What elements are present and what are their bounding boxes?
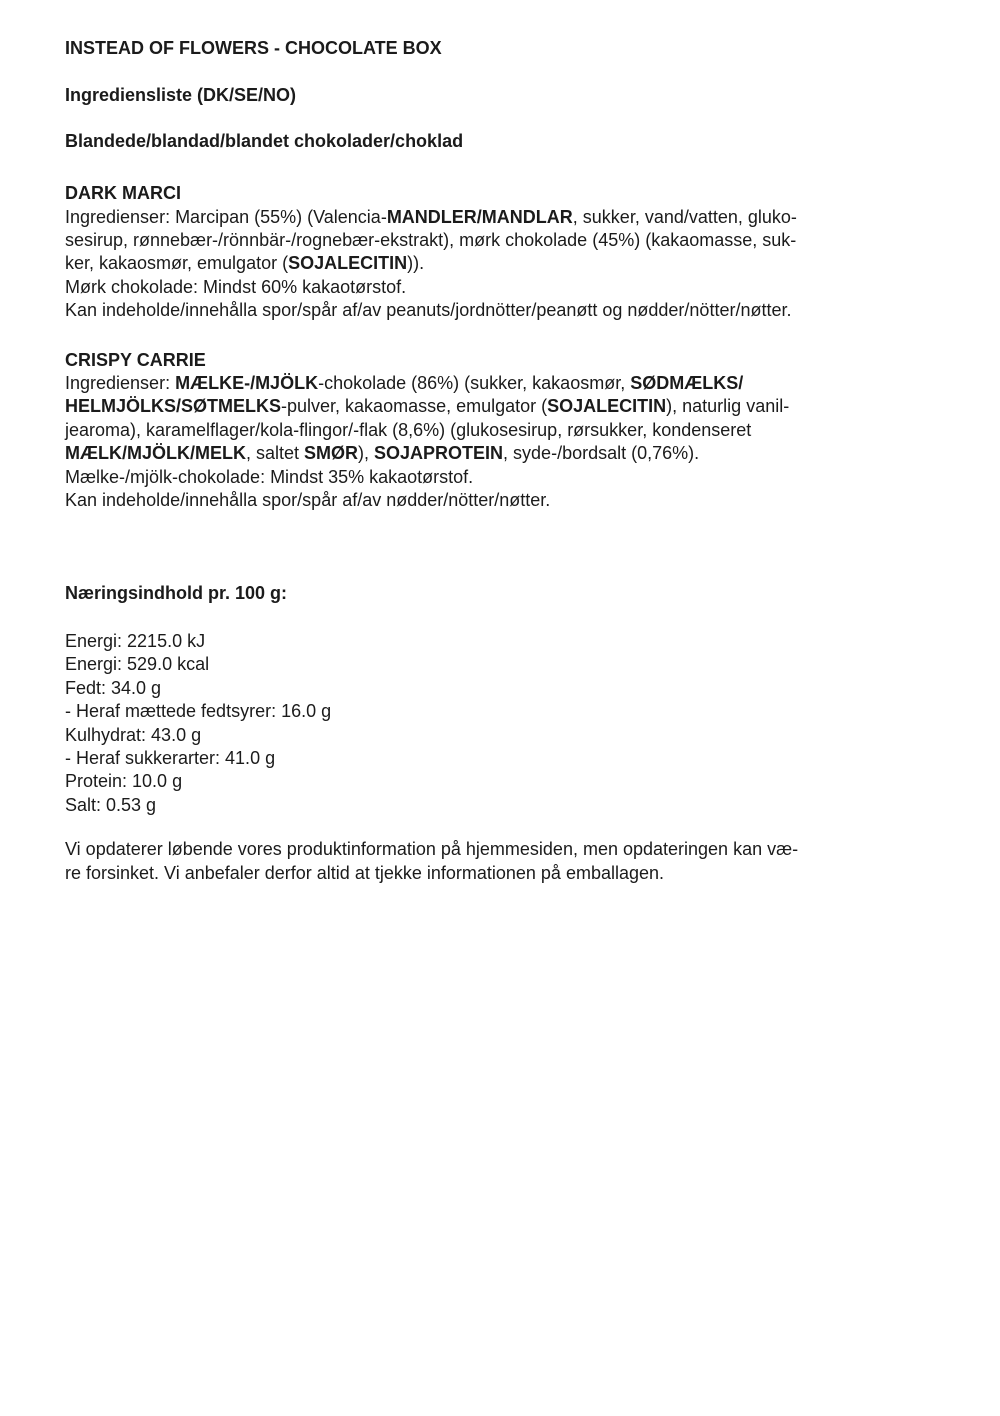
ingredient-text: ), naturlig vanil- bbox=[666, 396, 790, 417]
assortment-heading: Blandede/blandad/blandet chokolader/choklad bbox=[65, 130, 464, 151]
product-section-crispy-carrie bbox=[65, 349, 960, 513]
ingredient-text: jearoma), karamelflager/kola-flingor/-flak (8,6%) (glukosesirup, rørsukker, kondenseret bbox=[65, 419, 752, 440]
ingredient-line bbox=[65, 489, 960, 512]
allergen-emphasis-text: SOJALECITIN bbox=[288, 253, 408, 274]
ingredient-line bbox=[65, 276, 960, 299]
ingredient-text: , sukker, vand/vatten, gluko- bbox=[572, 206, 797, 227]
nutrition-row: Protein: 10.0 g bbox=[65, 771, 183, 792]
ingredient-text: Ingredienser: bbox=[65, 373, 176, 394]
ingredient-text: Kan indeholde/innehålla spor/spår af/av peanuts/jordnötter/peanøtt og nødder/nötter/nøtter. bbox=[65, 300, 792, 321]
ingredient-text: , syde-/bordsalt (0,76%). bbox=[503, 443, 700, 464]
ingredient-text: )). bbox=[407, 253, 425, 274]
disclaimer-line: re forsinket. Vi anbefaler derfor altid at tjekke informationen på emballagen. bbox=[65, 862, 665, 883]
ingredient-text: Ingredienser: Marcipan (55%) (Valencia- bbox=[65, 206, 387, 227]
allergen-emphasis-text: SOJAPROTEIN bbox=[374, 443, 504, 464]
disclaimer bbox=[65, 838, 960, 885]
nutrition-row: - Heraf sukkerarter: 41.0 g bbox=[65, 747, 276, 768]
document-title: INSTEAD OF FLOWERS - CHOCOLATE BOX bbox=[65, 38, 442, 58]
nutrition-heading: Næringsindhold pr. 100 g: bbox=[65, 582, 288, 603]
product-name: DARK MARCI bbox=[65, 183, 181, 204]
ingredient-text: ker, kakaosmør, emulgator ( bbox=[65, 253, 289, 274]
nutrition-list bbox=[65, 630, 960, 817]
ingredient-line bbox=[65, 372, 960, 395]
ingredient-line bbox=[65, 442, 960, 465]
products bbox=[65, 182, 960, 512]
ingredient-line bbox=[65, 419, 960, 442]
nutrition-row: Salt: 0.53 g bbox=[65, 794, 157, 815]
ingredient-line bbox=[65, 299, 960, 322]
ingredient-text: Mælke-/mjölk-chokolade: Mindst 35% kakaotørstof. bbox=[65, 466, 474, 487]
ingredient-text: Kan indeholde/innehålla spor/spår af/av nødder/nötter/nøtter. bbox=[65, 490, 551, 511]
allergen-emphasis-text: MÆLKE-/MJÖLK bbox=[175, 373, 319, 394]
ingredient-text: sesirup, rønnebær-/rönnbär-/rognebær-ekstrakt), mørk chokolade (45%) (kakaomasse, suk- bbox=[65, 230, 797, 251]
ingredients-list-heading: Ingrediensliste (DK/SE/NO) bbox=[65, 85, 297, 106]
nutrition-row: Fedt: 34.0 g bbox=[65, 677, 162, 698]
nutrition-row: - Heraf mættede fedtsyrer: 16.0 g bbox=[65, 701, 332, 722]
ingredient-line bbox=[65, 206, 960, 229]
ingredient-line bbox=[65, 229, 960, 252]
allergen-emphasis-text: SMØR bbox=[304, 443, 359, 464]
ingredient-text: -pulver, kakaomasse, emulgator ( bbox=[281, 396, 548, 417]
ingredient-line bbox=[65, 466, 960, 489]
ingredient-line bbox=[65, 252, 960, 275]
allergen-emphasis-text: HELMJÖLKS/SØTMELKS bbox=[65, 396, 282, 417]
ingredient-text: , saltet bbox=[245, 443, 305, 464]
allergen-emphasis-text: SØDMÆLKS/ bbox=[630, 373, 744, 394]
product-name: CRISPY CARRIE bbox=[65, 349, 206, 370]
ingredient-text: ), bbox=[358, 443, 375, 464]
nutrition-row: Energi: 2215.0 kJ bbox=[65, 630, 206, 651]
ingredient-text: Mørk chokolade: Mindst 60% kakaotørstof. bbox=[65, 276, 407, 297]
ingredient-line bbox=[65, 395, 960, 418]
product-section-dark-marci bbox=[65, 182, 960, 322]
allergen-emphasis-text: MANDLER/MANDLAR bbox=[386, 206, 573, 227]
allergen-emphasis-text: MÆLK/MJÖLK/MELK bbox=[65, 443, 246, 464]
nutrition-row: Kulhydrat: 43.0 g bbox=[65, 724, 202, 745]
ingredient-text: -chokolade (86%) (sukker, kakaosmør, bbox=[318, 373, 631, 394]
allergen-emphasis-text: SOJALECITIN bbox=[547, 396, 667, 417]
disclaimer-line: Vi opdaterer løbende vores produktinformation på hjemmesiden, men opdateringen kan væ- bbox=[65, 839, 799, 860]
nutrition-row: Energi: 529.0 kcal bbox=[65, 654, 210, 675]
